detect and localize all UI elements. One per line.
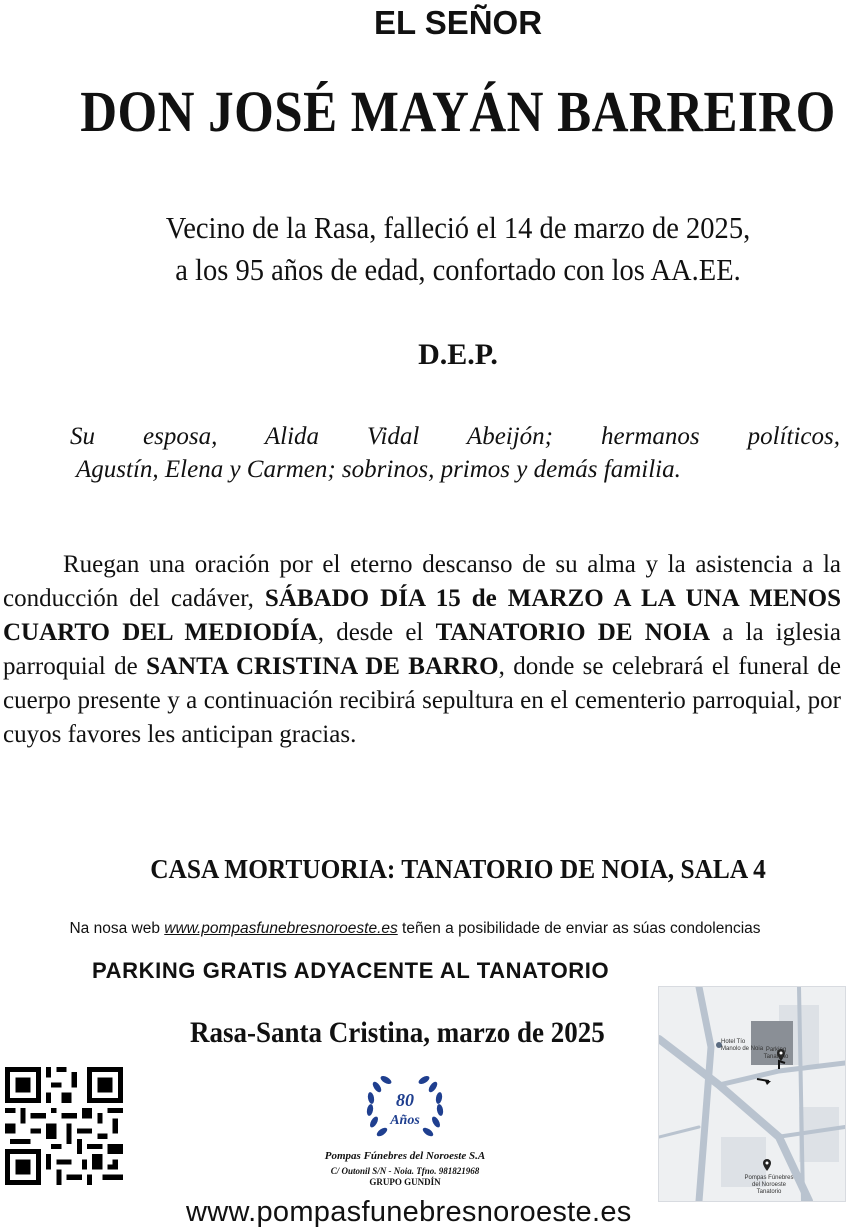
funeral-details-paragraph (3, 548, 841, 752)
place-date: Rasa-Santa Cristina, marzo de 2025 (190, 1016, 605, 1049)
laurel-80-years-logo-icon (360, 1070, 450, 1150)
location-map[interactable] (658, 986, 846, 1202)
casa-mortuoria: CASA MORTUORIA: TANATORIO DE NOIA, SALA 4 (150, 854, 766, 884)
map-label-parking: Parking Tanatorio (763, 1047, 789, 1060)
honorific: EL SEÑOR (373, 4, 543, 41)
qr-code-icon[interactable] (0, 1062, 128, 1190)
web-note-prefix: Na nosa web (69, 920, 165, 937)
intro-line-2: a los 95 años de edad, confortado con los AA.EE. (175, 252, 741, 287)
logo-number: 80 (396, 1090, 414, 1110)
company-group: GRUPO GUNDÍN (369, 1177, 441, 1187)
deceased-name: DON JOSÉ MAYÁN BARREIRO (80, 79, 836, 144)
intro-line-1: Vecino de la Rasa, falleció el 14 de marzo de 2025, (165, 210, 751, 245)
body-tanatorio: TANATORIO DE NOIA (435, 619, 711, 646)
map-label-tanatorio: Pompas Fúnebres del Noroeste Tanatorio (744, 1175, 794, 1195)
map-roads (659, 987, 845, 1201)
web-note-suffix: teñen a posibilidade de enviar as súas condolencias (397, 920, 761, 937)
family-line-2: Agustín, Elena y Carmen; sobrinos, primos y demás familia. (76, 456, 681, 483)
body-text-2: , desde el (317, 619, 436, 646)
body-church: SANTA CRISTINA DE BARRO (146, 653, 499, 680)
dep: D.E.P. (418, 338, 498, 371)
map-label-hotel: Hotel Tío Manolo de Noia (721, 1039, 764, 1052)
body-text-3: a la iglesia parroquial de (3, 619, 841, 680)
web-note (0, 920, 830, 938)
parking-note: PARKING GRATIS ADYACENTE AL TANATORIO (92, 958, 610, 983)
company-address: C/ Outonil S/N - Noia. Tfno. 981821968 (330, 1166, 480, 1176)
body-text-1: Ruegan una oración por el eterno descanso de su alma y la asistencia a la conducción del cadáver, (3, 551, 841, 612)
body-date-time: SÁBADO DÍA 15 de MARZO A LA UNA MENOS CUARTO DEL MEDIODÍA (3, 585, 841, 646)
family-line-1: Su esposa, Alida Vidal Abeijón; hermanos políticos, (70, 423, 840, 450)
logo-word: Años (390, 1113, 420, 1128)
body-text-4: , donde se celebrará el funeral de cuerpo presente y a continuación recibirá sepultura en el cementerio parroquial, por cuyos favores les anticipan gracias. (3, 653, 841, 748)
company-name: Pompas Fúnebres del Noroeste S.A (324, 1150, 486, 1162)
footer-website-link[interactable]: www.pompasfunebresnoroeste.es (186, 1196, 632, 1228)
web-note-link[interactable]: www.pompasfunebresnoroeste.es (164, 920, 398, 937)
family-paragraph (70, 420, 840, 486)
